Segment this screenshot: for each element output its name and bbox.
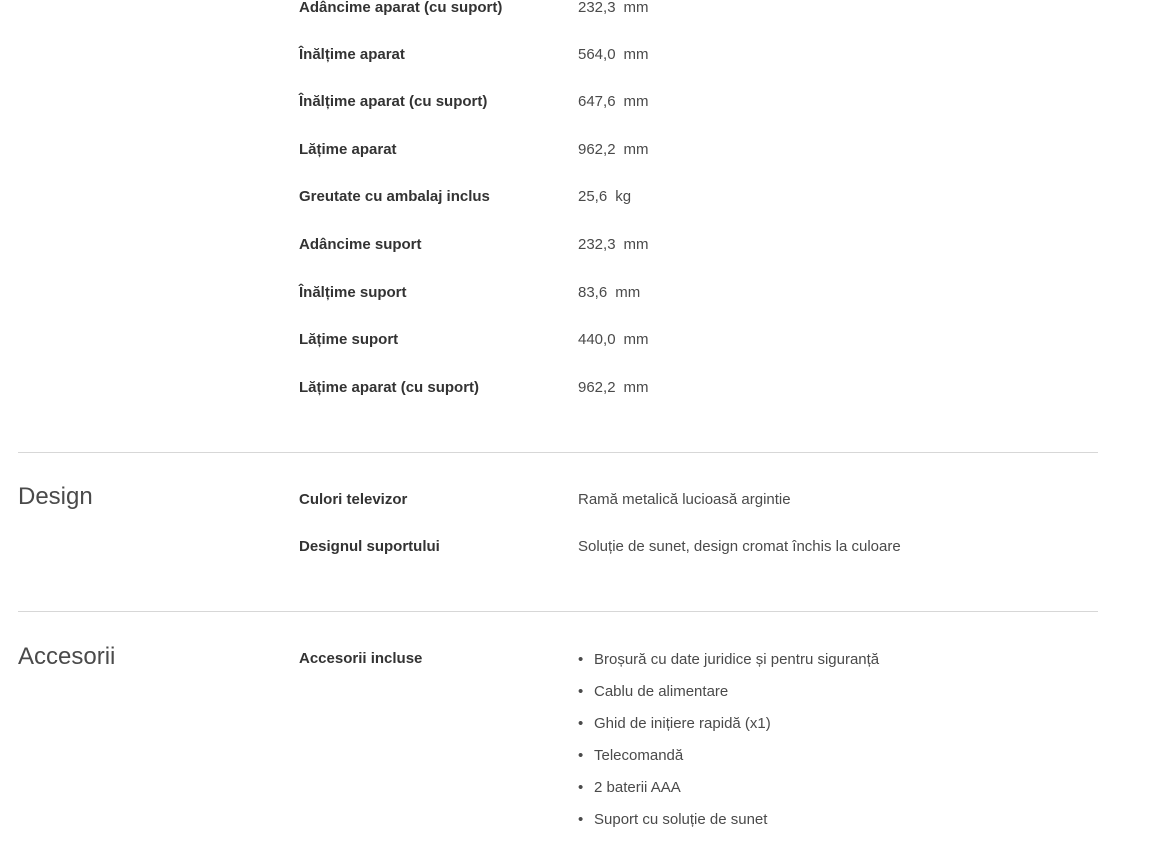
list-item [578, 810, 879, 842]
accessories-list [578, 650, 879, 842]
section-divider [18, 611, 1098, 612]
spec-unit: mm [623, 331, 649, 348]
spec-number: 962,2 [578, 141, 616, 158]
bullet-icon: • [578, 651, 584, 668]
list-item [578, 650, 879, 682]
spec-label: Adâncime suport [299, 236, 422, 253]
spec-number: 83,6 [578, 284, 608, 301]
list-item [578, 682, 879, 714]
section-divider [18, 452, 1098, 453]
list-item-text: Suport cu soluție de sunet [594, 811, 768, 828]
spec-value [578, 187, 631, 207]
list-item-text: Ghid de inițiere rapidă (x1) [594, 715, 771, 732]
spec-label: Lățime aparat (cu suport) [299, 379, 480, 396]
spec-value [578, 0, 649, 18]
spec-unit: mm [623, 141, 649, 158]
spec-unit: mm [615, 284, 641, 301]
list-item-text: 2 baterii AAA [594, 779, 681, 796]
spec-row-stand-design [299, 537, 1059, 561]
list-item [578, 778, 879, 810]
spec-number: 564,0 [578, 46, 616, 63]
spec-value [578, 92, 649, 112]
section-title-accessories: Accesorii [18, 643, 116, 670]
spec-row-height-with-stand [299, 92, 1059, 116]
spec-unit: mm [623, 0, 649, 16]
bullet-icon: • [578, 779, 584, 796]
spec-label: Culori televizor [299, 491, 408, 508]
spec-label: Lățime aparat [299, 141, 397, 158]
spec-row-width-with-stand [299, 378, 1059, 402]
spec-row-height [299, 45, 1059, 69]
spec-value [578, 330, 649, 350]
list-item [578, 714, 879, 746]
spec-label: Înălțime suport [299, 284, 407, 301]
list-item-text: Broșură cu date juridice și pentru siguranță [594, 651, 880, 668]
section-title-design: Design [18, 483, 93, 510]
spec-value [578, 140, 649, 160]
spec-row-width [299, 140, 1059, 164]
spec-number: 647,6 [578, 93, 616, 110]
spec-number: 25,6 [578, 188, 608, 205]
spec-unit: mm [623, 236, 649, 253]
spec-value: Ramă metalică lucioasă argintie [578, 491, 791, 508]
spec-label: Înălțime aparat (cu suport) [299, 93, 488, 110]
spec-number: 232,3 [578, 0, 616, 16]
spec-number: 440,0 [578, 331, 616, 348]
bullet-icon: • [578, 683, 584, 700]
spec-row-tv-colors [299, 490, 1059, 514]
spec-label: Accesorii incluse [299, 650, 423, 667]
spec-row-stand-depth [299, 235, 1059, 259]
spec-number: 232,3 [578, 236, 616, 253]
spec-value [578, 235, 649, 255]
spec-row-depth-with-stand [299, 0, 1059, 22]
spec-unit: mm [623, 46, 649, 63]
spec-number: 962,2 [578, 379, 616, 396]
spec-label: Designul suportului [299, 538, 440, 555]
spec-unit: mm [623, 93, 649, 110]
bullet-icon: • [578, 747, 584, 764]
spec-label: Adâncime aparat (cu suport) [299, 0, 503, 16]
bullet-icon: • [578, 715, 584, 732]
list-item [578, 746, 879, 778]
list-item-text: Cablu de alimentare [594, 683, 729, 700]
bullet-icon: • [578, 811, 584, 828]
spec-row-packaged-weight [299, 187, 1059, 211]
spec-unit: kg [615, 188, 632, 205]
spec-label: Înălțime aparat [299, 46, 405, 63]
spec-row-stand-width [299, 330, 1059, 354]
spec-row-stand-height [299, 283, 1059, 307]
spec-value [578, 378, 649, 398]
spec-unit: mm [623, 379, 649, 396]
spec-value: Soluție de sunet, design cromat închis la culoare [578, 538, 901, 555]
spec-label: Greutate cu ambalaj inclus [299, 188, 490, 205]
spec-value [578, 45, 649, 65]
spec-value [578, 283, 640, 303]
spec-label: Lățime suport [299, 331, 399, 348]
list-item-text: Telecomandă [594, 747, 684, 764]
